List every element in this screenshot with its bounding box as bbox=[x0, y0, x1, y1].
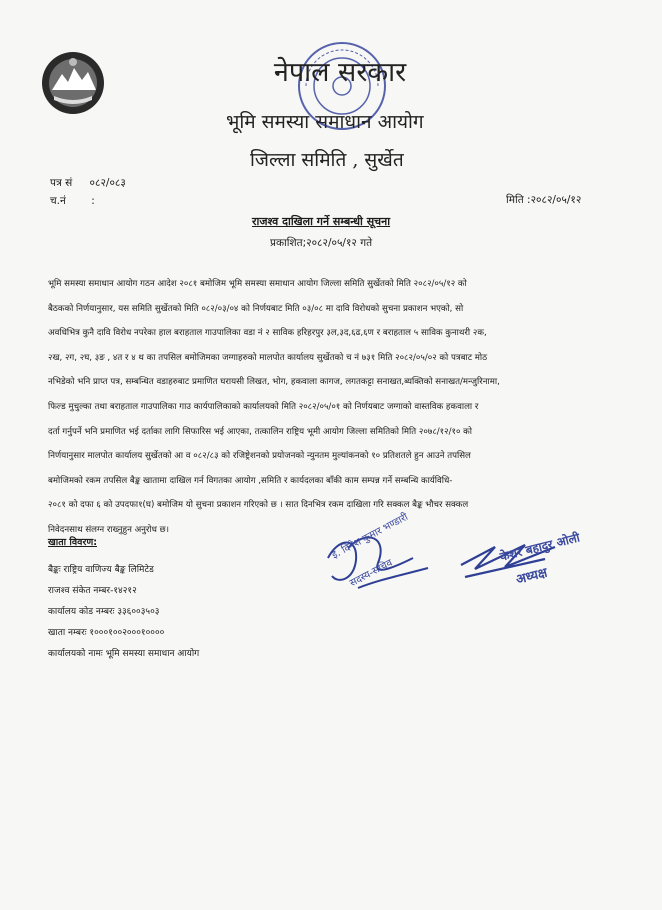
bank-name: बैङ्कः राष्ट्रिय वाणिज्य बैङ्क लिमिटेड bbox=[48, 565, 154, 575]
dispatch-number bbox=[50, 194, 95, 208]
letter-number-label: पत्र सं bbox=[50, 177, 73, 189]
letter-number bbox=[50, 176, 126, 190]
body-line: २ख, २ग, २घ, ३ङ , ४त र ४ थ का तपसिल बमोजिमका जग्गाहरुको मालपोत कार्यालय सुर्खेतको च नं ७३१ मिति २०८२/०५/०२ को पत्रबाट मोठ bbox=[48, 352, 488, 363]
body-line: निवेदनसाथ संलग्न राख्नुहुन अनुरोध छ। bbox=[48, 524, 169, 535]
account-details-heading: खाता विवरण: bbox=[48, 537, 97, 548]
body-line: बैठकको निर्णयानुसार, यस समिति सुर्खेतको मिति ०८२/०३/०४ को निर्णयबाट मिति ०३/०८ मा दावि विरोधको सुचना प्रकाशन भएको, सो bbox=[48, 303, 464, 314]
notice-subject: राजश्व दाखिला गर्ने सम्बन्धी सूचना bbox=[252, 215, 391, 228]
body-line: निर्णयानुसार मालपोत कार्यालय सुर्खेतको आ व ०८२/८३ को रजिष्ट्रेशनको प्रयोजनको न्युनतम मुल्यांकनको १० प्रतिशतले हुन आउने तपसिल bbox=[48, 451, 471, 462]
nepal-government-emblem-icon bbox=[40, 50, 106, 116]
government-title: नेपाल सरकार bbox=[273, 57, 407, 88]
body-line: फिल्ड मुचुल्का तथा बराहताल गाउपालिका गाउ कार्यपालिकाको कार्यालयको मिति २०८२/०५/०१ को निर्णयबाट जग्गाको वास्तविक हकवाला र bbox=[48, 401, 479, 412]
revenue-code: राजश्व संकेत नम्बर-१४२१२ bbox=[48, 586, 137, 596]
notice-date: मिति :२०८२/०५/१२ bbox=[506, 194, 582, 206]
body-line: दर्ता गर्नुपर्ने भनि प्रमाणित भई दर्ताका लागि सिफारिस भई आएका, तत्कालिन राष्ट्रिय भूमी आयोग जिल्ला समितिको मिति २०७८/१२/१० को bbox=[48, 426, 473, 437]
published-date: प्रकाशित;२०८२/०५/१२ गते bbox=[270, 237, 373, 249]
body-line: भूमि समस्या समाधान आयोग गठन आदेश २०८१ बमोजिम भूमि समस्या समाधान आयोग जिल्ला समिति सुर्खेतको मिति २०८२/०५/१२ को bbox=[48, 279, 467, 289]
chairperson-stamp-role: अध्यक्ष bbox=[514, 565, 549, 588]
body-line: बमोजिमको रकम तपसिल बैङ्क खातामा दाखिल गर्न विगतका आयोग ,समिति र कार्यदलका बाँकी काम सम्पन्न गर्ने सम्बन्धि कार्यविधि- bbox=[48, 475, 453, 486]
commission-title: भूमि समस्या समाधान आयोग bbox=[226, 111, 424, 133]
office-name: कार्यालयको नामः भूमि समस्या समाधान आयोग bbox=[48, 649, 200, 659]
body-line: २०८१ को दफा ६ को उपदफा१(घ) बमोजिम यो सुचना प्रकाशन गरिएको छ । सात दिनभित्र रकम दाखिला गरि सक्कल बैङ्क भौचर सक्कल bbox=[48, 500, 469, 511]
member-secretary-stamp-name: ई. दिनेश कुमार भण्डारी bbox=[330, 511, 411, 562]
body-line: नभिडेको भनि प्राप्त पत्र, सम्बन्धित वडाहरुबाट प्रमाणित घरायसी लिखत, भोग, हकवाला कागज, लगतकट्टा सनाखत,ब्यक्तिको सनाखत/मन्जुरिनामा, bbox=[48, 377, 500, 388]
body-line: अवधिभित्र कुनै दावि विरोध नपरेका हाल बराहताल गाउपालिका वडा नं २ साविक हरिहरपुर ३ल,३द,६ढ,६ण र बराहताल ५ साविक कुनाथरी २क, bbox=[48, 328, 487, 339]
member-secretary-stamp-role: सदस्य-सचिव bbox=[348, 557, 395, 590]
letter-number-value: ०८२/०८३ bbox=[89, 177, 126, 189]
office-code: कार्यालय कोड नम्बरः ३३६००३५०३ bbox=[48, 607, 160, 617]
dispatch-number-value: : bbox=[91, 195, 95, 207]
dispatch-number-label: च.नं bbox=[50, 195, 66, 207]
notice-body bbox=[48, 272, 618, 543]
district-committee-title: जिल्ला समिति , सुर्खेत bbox=[250, 149, 404, 171]
account-number: खाता नम्बरः १०००१००२०००१०००० bbox=[48, 628, 165, 638]
chairperson-stamp-name: केशर बहादुर ओली bbox=[498, 530, 582, 564]
